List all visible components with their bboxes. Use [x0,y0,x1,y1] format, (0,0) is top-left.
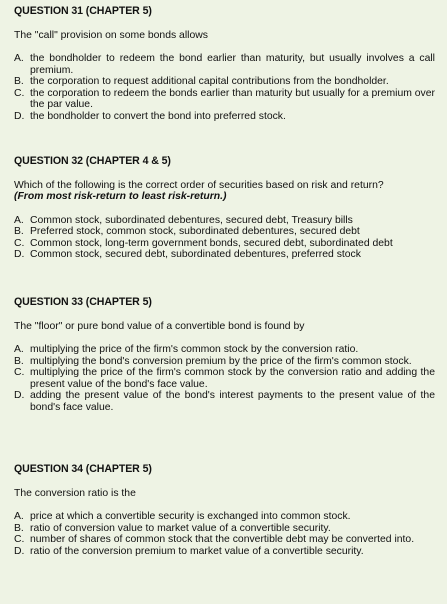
option-text: number of shares of common stock that the convertible debt may be converted into. [30,534,415,545]
answer-option-d[interactable] [14,111,435,123]
question-note: (From most risk-return to least risk-return.) [14,191,227,202]
option-letter: D. [14,545,25,557]
answer-option-d[interactable] [14,249,435,261]
option-letter: A. [14,511,24,522]
option-text: the bondholder to redeem the bond earlier than maturity, but usually involves a call premium. [30,53,435,76]
question-32 [14,156,435,261]
option-text: the bondholder to convert the bond into preferred stock. [30,110,286,122]
answer-option-d[interactable] [14,390,435,413]
question-heading: QUESTION 33 (CHAPTER 5) [14,296,152,308]
option-letter: A. [14,344,24,355]
question-heading: QUESTION 34 (CHAPTER 5) [14,463,152,475]
question-stem: The "call" provision on some bonds allows [14,29,208,41]
option-letter: D. [14,390,25,401]
answer-options [14,215,435,261]
option-text: multiplying the price of the firm's common stock by the conversion ratio and adding the present value of the bond's face value. [30,367,435,390]
option-text: ratio of the conversion premium to market value of a convertible security. [30,545,364,557]
question-34 [14,464,435,557]
answer-option-b[interactable] [14,523,435,535]
question-33 [14,297,435,413]
answer-option-c[interactable] [14,238,435,250]
option-letter: C. [14,534,25,545]
option-letter: B. [14,522,24,534]
question-stem: The conversion ratio is the [14,487,136,499]
option-letter: A. [14,53,24,64]
answer-option-a[interactable] [14,215,435,227]
option-letter: A. [14,214,24,226]
question-stem: Which of the following is the correct order of securities based on risk and return? [14,179,384,191]
answer-option-a[interactable] [14,511,435,523]
question-heading: QUESTION 31 (CHAPTER 5) [14,5,152,17]
option-text: adding the present value of the bond's interest payments to the present value of the bond's face value. [30,390,435,413]
answer-option-c[interactable] [14,88,435,111]
option-text: the corporation to redeem the bonds earlier than maturity but usually for a premium over the par value. [30,87,435,110]
option-text: the corporation to request additional capital contributions from the bondholder. [30,76,389,87]
answer-options [14,511,435,557]
option-text: Common stock, long-term government bonds, secured debt, subordinated debt [30,237,393,249]
question-heading: QUESTION 32 (CHAPTER 4 & 5) [14,155,171,167]
option-letter: D. [14,249,25,260]
option-text: multiplying the bond's conversion premium by the price of the firm's common stock. [30,355,412,367]
answer-option-a[interactable] [14,53,435,76]
option-text: multiplying the price of the firm's common stock by the conversion ratio. [30,344,359,355]
answer-option-b[interactable] [14,356,435,368]
answer-option-c[interactable] [14,534,435,546]
option-text: price at which a convertible security is exchanged into common stock. [30,511,351,522]
option-letter: C. [14,237,25,249]
question-31 [14,6,435,122]
option-letter: B. [14,355,24,367]
option-letter: D. [14,110,25,122]
answer-option-c[interactable] [14,367,435,390]
answer-option-b[interactable] [14,76,435,88]
answer-option-d[interactable] [14,546,435,558]
option-letter: C. [14,367,25,378]
answer-option-b[interactable] [14,226,435,238]
option-text: ratio of conversion value to market value of a convertible security. [30,522,331,534]
option-text: Preferred stock, common stock, subordinated debentures, secured debt [30,226,360,237]
question-stem: The "floor" or pure bond value of a convertible bond is found by [14,320,305,332]
option-letter: B. [14,226,24,237]
option-text: Common stock, subordinated debentures, secured debt, Treasury bills [30,214,353,226]
option-letter: B. [14,76,24,87]
answer-options [14,53,435,122]
answer-option-a[interactable] [14,344,435,356]
option-text: Common stock, secured debt, subordinated debentures, preferred stock [30,249,361,260]
answer-options [14,344,435,413]
option-letter: C. [14,87,25,99]
